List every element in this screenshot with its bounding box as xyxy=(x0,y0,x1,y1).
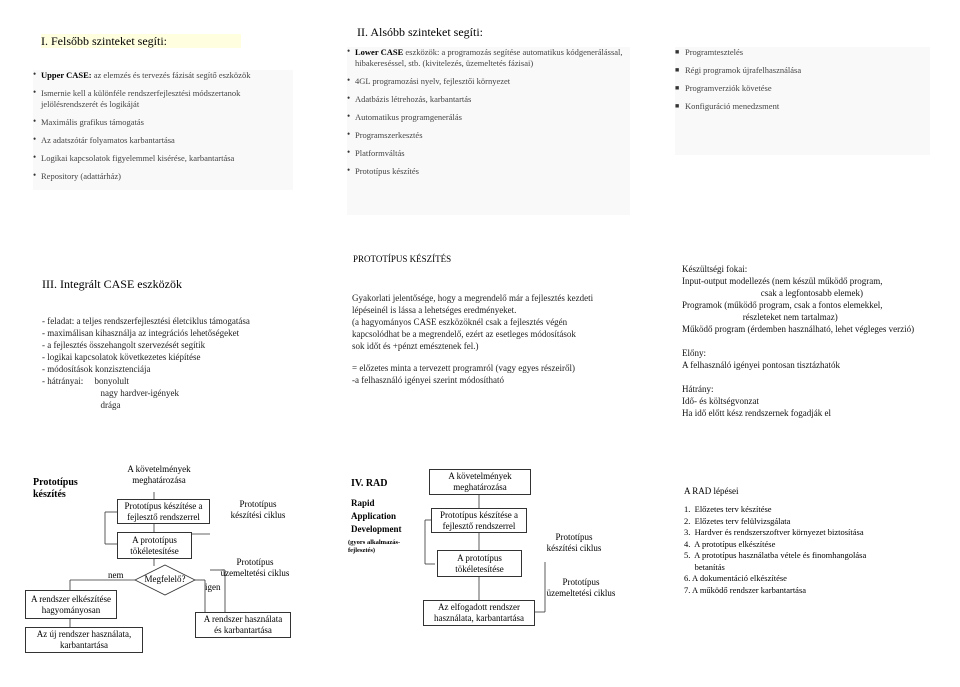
bullet-icon: • xyxy=(33,69,37,79)
step-item: 5. A prototípus használatba vétele és finomhangolása xyxy=(684,550,867,560)
bullet-item xyxy=(675,65,930,76)
bullet-item xyxy=(675,47,930,58)
diagram-title: Prototípus készítés xyxy=(33,477,78,500)
bullet-text: Logikai kapcsolatok figyelemmel kisérése, karbantartása xyxy=(41,153,235,163)
bullet-item xyxy=(33,117,293,128)
bullet-item xyxy=(33,135,293,146)
bullet-item xyxy=(347,148,630,159)
label-yes: igen xyxy=(205,582,221,592)
bullet-icon: • xyxy=(347,93,351,103)
bullet-icon: • xyxy=(347,75,351,85)
slide-body: Készültségi fokai: Input-output modellezés (nem készül működő program, csak a legfontosabb elemek) Programok (működő program, csak a fontos elemekkel, részleteket nem tartalmaz) Működő program (érdemben használható, lehet végleges verzió) Előny: A felhasználó igényei pontosan tisztázhatók Hátrány: Idő- és költségvonzat Ha idő előtt kész rendszernek fogadják el xyxy=(682,264,915,418)
bullet-icon: • xyxy=(33,134,37,144)
bullet-icon: ■ xyxy=(675,48,680,56)
slide-body: - feladat: a teljes rendszerfejlesztési életciklus támogatása - maximálisan kihasználja az integrációs lehetőségeket - a fejlesztés összehangolt szervezését segítik - logikai kapcsolatok következetes kiépítése - módosítások konzisztenciája - hátrányai: bonyolult nagy hardver-igények drága xyxy=(42,316,250,410)
bullet-text: Konfiguráció menedzsment xyxy=(685,101,780,111)
bullet-item xyxy=(347,94,630,105)
label-creation-cycle: Prototípus készítési ciklus xyxy=(230,499,286,520)
slide-rad-steps xyxy=(649,462,955,682)
slide-title: II. Alsóbb szinteket segíti: xyxy=(357,25,483,39)
step-item: 4. A prototípus elkészítése xyxy=(684,538,776,549)
bullet-list xyxy=(675,47,930,112)
step-make-prototype: Prototípus készítése a fejlesztő rendszerrel xyxy=(117,499,210,524)
step-refine-prototype: A prototípus tökéletesítése xyxy=(117,532,192,559)
rad-note: (gyors alkalmazás- fejlesztés) xyxy=(348,539,401,554)
paragraph-1: Gyakorlati jelentősége, hogy a megrendelő már a fejlesztés kezdeti lépéseinél is lássa a lehetséges eredményeket. (a hagyományos CASE eszközöknél csak a fejlesztés végén kapcsolódhat be a megrendelő, ezért az esetleges módosítások sok időt és +pénzt emésztenek fel.) xyxy=(352,293,594,351)
bullet-icon: ■ xyxy=(675,102,680,110)
step-item: 2. Előzetes terv felülvizsgálata xyxy=(684,515,791,526)
bullet-text: 4GL programozási nyelv, fejlesztői környezet xyxy=(355,76,511,86)
slide-rad xyxy=(327,462,644,682)
bullet-icon: • xyxy=(347,147,351,157)
bullet-icon: ■ xyxy=(675,84,680,92)
step-item: 7. A működő rendszer karbantartása xyxy=(684,584,807,595)
step-make-prototype: Prototípus készítése a fejlesztő rendszerrel xyxy=(431,508,527,533)
bullet-text: Platformváltás xyxy=(355,148,405,158)
bullet-item xyxy=(33,88,293,110)
step-new-system-use: Az új rendszer használata, karbantartása xyxy=(25,627,143,653)
bullet-text: Ismernie kell a különféle rendszerfejlesztési módszertanok jelölésrendszerét és logikáját xyxy=(41,88,241,109)
step-accepted-system-use: Az elfogadott rendszer használata, karbantartása xyxy=(423,600,535,626)
slide-title: I. Felsőbb szinteket segíti: xyxy=(41,34,241,48)
bullet-text: eszközök: a programozás segítése automatikus kódgenerálással, hibakereséssel, stb. (kivitelezés, üzemeltetés fázisai) xyxy=(355,47,623,68)
steps-list xyxy=(684,504,866,596)
slide-prototype-flow xyxy=(5,462,322,682)
bullet-icon: • xyxy=(33,170,37,180)
slide-heading: PROTOTÍPUS KÉSZÍTÉS xyxy=(353,254,452,264)
bullet-item xyxy=(347,112,630,123)
bullet-text: Az adatszótár folyamatos karbantartása xyxy=(41,135,175,145)
slide-heading: A RAD lépései xyxy=(684,486,739,496)
bullet-icon: • xyxy=(33,87,37,97)
bullet-text: az elemzés és tervezés fázisát segítő eszközök xyxy=(91,70,251,80)
bullet-item xyxy=(33,171,293,182)
bullet-text: Adatbázis létrehozás, karbantartás xyxy=(355,94,472,104)
slide-lower-case xyxy=(327,5,644,223)
bullet-text: Programszerkesztés xyxy=(355,130,423,140)
step-item: betanítás xyxy=(684,561,725,572)
bullet-icon: • xyxy=(347,129,351,139)
bullet-item xyxy=(33,70,293,81)
label-operation-cycle: Prototípus üzemeltetési ciklus xyxy=(546,577,616,598)
label-operation-cycle: Prototípus üzemeltetési ciklus xyxy=(220,557,290,578)
bullet-strong: Upper CASE: xyxy=(41,70,92,80)
rad-expansion: Rapid Application Development xyxy=(351,498,402,534)
step-item: 6. A dokumentáció elkészítése xyxy=(684,573,787,583)
slide-upper-case xyxy=(5,5,322,223)
step-requirements: A követelmények meghatározása xyxy=(429,469,531,495)
step-item: 3. Hardver és rendszerszoftver környezet biztosítása xyxy=(684,527,864,537)
bullet-item xyxy=(675,101,930,112)
slide-prototype xyxy=(327,230,644,455)
bullet-text: Automatikus programgenerálás xyxy=(355,112,462,122)
bullet-icon: ■ xyxy=(675,66,680,74)
decision-suitable: Megfelelő? xyxy=(144,574,186,584)
bullet-item xyxy=(33,153,293,164)
bullet-icon: • xyxy=(347,165,351,175)
bullet-item xyxy=(347,166,630,177)
slide-title: III. Integrált CASE eszközök xyxy=(42,277,182,291)
bullet-text: Programverziók követése xyxy=(685,83,772,93)
bullet-text: Prototípus készítés xyxy=(355,166,419,176)
bullet-icon: • xyxy=(33,152,37,162)
label-no: nem xyxy=(108,570,124,580)
bullet-list xyxy=(33,70,293,182)
bullet-text: Programtesztelés xyxy=(685,47,744,57)
bullet-strong: Lower CASE xyxy=(355,47,404,57)
bullet-icon: • xyxy=(347,46,351,56)
bullet-list xyxy=(347,47,630,177)
bullet-box xyxy=(675,47,930,155)
step-system-use: A rendszer használata és karbantartása xyxy=(195,612,291,638)
bullet-item xyxy=(347,47,630,69)
step-requirements: A követelmények meghatározása xyxy=(127,464,191,485)
bullet-box xyxy=(33,70,293,190)
slide-title: IV. RAD xyxy=(351,478,388,489)
bullet-text: Maximális grafikus támogatás xyxy=(41,117,144,127)
paragraph-2: = előzetes minta a tervezett programról (vagy egyes részeiről) -a felhasználó igényei szerint módosítható xyxy=(352,363,575,385)
bullet-text: Repository (adattárház) xyxy=(41,171,122,181)
bullet-text: Régi programok újrafelhasználása xyxy=(685,65,802,75)
step-item: 1. Előzetes terv készítése xyxy=(684,504,772,514)
slide-tools-cont xyxy=(649,5,955,223)
bullet-item xyxy=(347,130,630,141)
bullet-icon: • xyxy=(33,116,37,126)
step-refine-prototype: A prototípus tökéletesítése xyxy=(437,550,522,577)
bullet-item xyxy=(347,76,630,87)
bullet-icon: • xyxy=(347,111,351,121)
slide-integrated-case xyxy=(5,230,322,455)
label-creation-cycle: Prototípus készítési ciklus xyxy=(546,532,602,553)
bullet-box xyxy=(347,47,630,215)
step-traditional-build: A rendszer elkészítése hagyományosan xyxy=(25,590,117,619)
bullet-item xyxy=(675,83,930,94)
slide-readiness xyxy=(649,230,955,455)
